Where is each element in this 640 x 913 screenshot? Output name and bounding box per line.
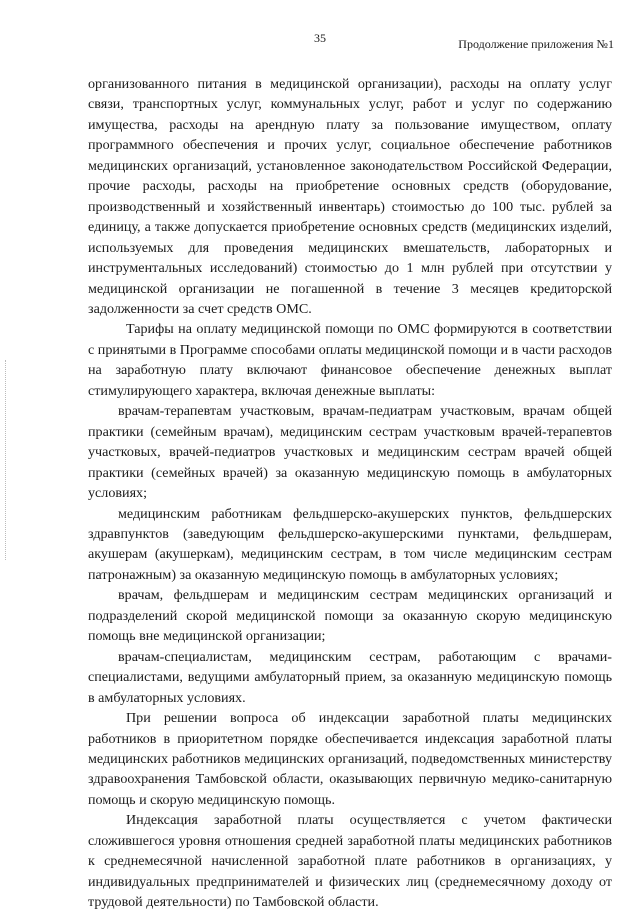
paragraph-tariffs: Тарифы на оплату медицинской помощи по ОМС формируются в соответствии с принятыми в Программе способами оплаты медицинской помощи и в части расходов на заработную плату включают финансовое обеспечение денежных выплат стимулирующего характера, включая денежные выплаты: bbox=[88, 321, 612, 399]
document-body bbox=[88, 74, 612, 913]
paragraph-indexation-basis: Индексация заработной платы осуществляется с учетом фактически сложившегося уровня отношения средней заработной платы медицинских работников к среднемесячной начисленной заработной плате работников в организациях, у индивидуальных предпринимателей и физических лиц (среднемесячному доходу от трудовой деятельности) по Тамбовской области. bbox=[88, 812, 612, 911]
list-item-therapists: врачам-терапевтам участковым, врачам-педиатрам участковым, врачам общей практики (семейным врачам), медицинским сестрам участковым врачей-терапевтов участковых, врачей-педиатров участковых и медицинским сестрам врачей общей практики (семейных врачей) за оказанную медицинскую помощь в амбулаторных условиях; bbox=[88, 403, 612, 502]
scan-margin-marks bbox=[5, 360, 7, 560]
paragraph-indexation-priority: При решении вопроса об индексации заработной платы медицинских работников в приоритетном порядке обеспечивается индексация заработной платы медицинских работников медицинских организаций, подведомственных министерству здравоохранения Тамбовской области, оказывающих первичную медико-санитарную помощь и скорую медицинскую помощь. bbox=[88, 710, 612, 808]
list-item-specialists: врачам-специалистам, медицинским сестрам, работающим с врачами-специалистами, ведущими амбулаторный прием, за оказанную медицинскую помощь в амбулаторных условиях. bbox=[88, 648, 612, 706]
appendix-note: Продолжение приложения №1 bbox=[458, 37, 614, 51]
paragraph-continuation: организованного питания в медицинской организации), расходы на оплату услуг связи, транспортных услуг, коммунальных услуг, работ и услуг по содержанию имущества, расходы на арендную плату за пользование имуществом, оплату программного обеспечения и прочих услуг, социальное обеспечение работников медицинских организаций, установленное законодательством Российской Федерации, прочие расходы, расходы на приобретение основных средств (оборудование, производственный и хозяйственный инвентарь) стоимостью до 100 тыс. рублей за единицу, а также допускается приобретение основных средств (медицинских изделий, используемых для проведения медицинских вмешательств, лабораторных и инструментальных исследований) стоимостью до 1 млн рублей при отсутствии у медицинской организации не погашенной в течение 3 месяцев кредиторской задолженности за счет средств ОМС. bbox=[88, 76, 612, 317]
list-item-emergency-care: врачам, фельдшерам и медицинским сестрам медицинских организаций и подразделений скорой медицинской помощи за оказанную скорую медицинскую помощь вне медицинской организации; bbox=[88, 587, 612, 645]
page-number: 35 bbox=[314, 31, 326, 45]
list-item-feldsher-posts: медицинским работникам фельдшерско-акушерских пунктов, фельдшерских здравпунктов (заведующим фельдшерско-акушерскими пунктами, фельдшерам, акушерам (акушеркам), медицинским сестрам, в том числе медицинским сестрам патронажным) за оказанную медицинскую помощь в амбулаторных условиях; bbox=[88, 505, 612, 583]
